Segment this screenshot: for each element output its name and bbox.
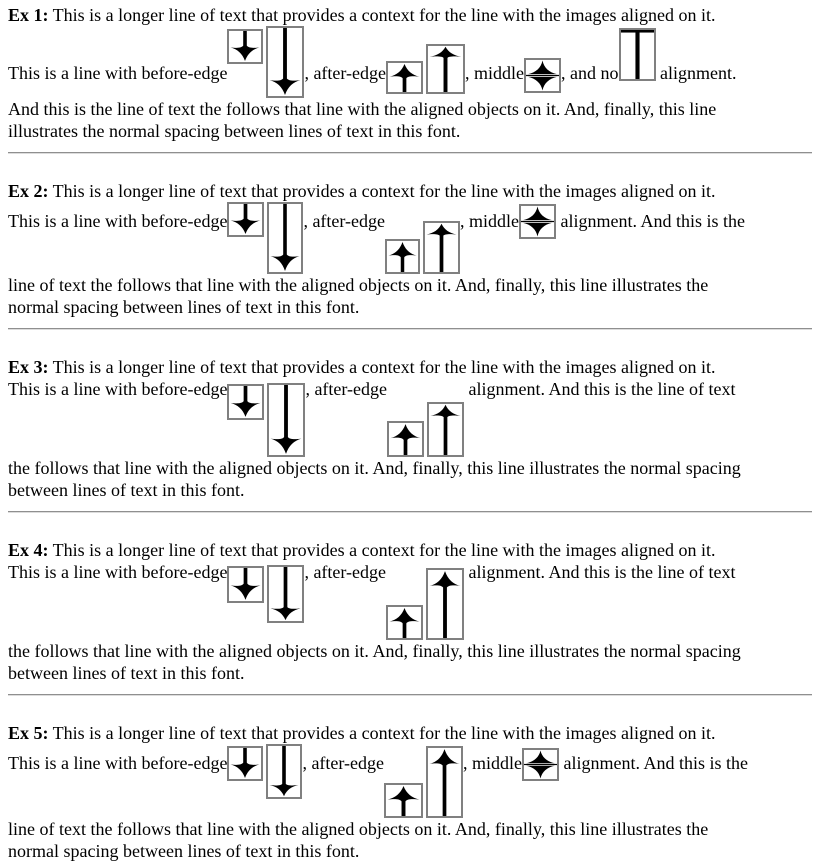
line2-before-text: This is a line with before-edge <box>8 379 228 399</box>
down-arrow-tall-image <box>266 26 304 98</box>
middle-diamond-image <box>519 204 556 239</box>
down-arrow-small-image <box>227 566 264 603</box>
context-text: This is a longer line of text that provides a context for the line with the images aligned on it. <box>48 723 716 743</box>
up-arrow-icon <box>425 223 458 272</box>
down-arrow-tall-image <box>267 565 304 623</box>
down-arrow-icon <box>229 386 262 418</box>
spacing-line: normal spacing between lines of text in this font. <box>8 841 360 861</box>
line2-middle-text: , middle <box>463 753 523 773</box>
diamond-arrows-icon <box>521 206 554 237</box>
up-arrow-small-image <box>386 61 423 94</box>
aligned-images-line <box>8 26 812 98</box>
middle-diamond-image <box>524 58 561 93</box>
example-label: Ex 1: <box>8 5 49 25</box>
up-arrow-icon <box>388 63 421 92</box>
up-arrow-tall-image <box>423 221 460 274</box>
line2-after-edge-text: , after-edge <box>305 379 388 399</box>
example-2 <box>8 180 812 318</box>
down-arrow-tall-image <box>266 744 302 799</box>
middle-diamond-image <box>522 748 559 781</box>
following-line: And this is the line of text the follows that line with the aligned objects on it. And, finally, this line <box>8 99 717 119</box>
down-arrow-tall-image <box>267 383 305 457</box>
down-arrow-icon <box>229 31 261 62</box>
spacing-line: between lines of text in this font. <box>8 663 245 683</box>
following-line: line of text the follows that line with the aligned objects on it. And, finally, this line illustrates the <box>8 819 709 839</box>
line2-after-edge-text: , after-edge <box>304 562 387 582</box>
line2-tail-text: alignment. And this is the <box>556 211 746 231</box>
aligned-images-line <box>8 378 812 457</box>
line2-middle-text: , middle <box>465 63 525 83</box>
line2-tail-text: alignment. And this is the line of text <box>464 379 736 399</box>
line2-middle-text: , middle <box>460 211 520 231</box>
line2-before-text: This is a line with before-edge <box>8 211 228 231</box>
down-arrow-small-image <box>227 384 264 420</box>
up-arrow-icon <box>428 748 461 816</box>
down-arrow-icon <box>229 204 262 235</box>
example-5 <box>8 722 812 862</box>
line2-before-text: This is a line with before-edge <box>8 753 228 773</box>
example-3 <box>8 356 812 501</box>
up-arrow-small-image <box>385 239 420 274</box>
example-label: Ex 4: <box>8 540 49 560</box>
following-line: line of text the follows that line with the aligned objects on it. And, finally, this line illustrates the <box>8 275 709 295</box>
line2-after-edge-text: , after-edge <box>303 211 386 231</box>
down-arrow-small-image <box>227 202 264 237</box>
down-arrow-icon <box>268 28 302 96</box>
example-label: Ex 2: <box>8 181 49 201</box>
example-label: Ex 5: <box>8 723 49 743</box>
up-arrow-tall-image <box>427 402 464 457</box>
line2-tail-text: alignment. And this is the <box>559 753 749 773</box>
line2-after-edge-text: , after-edge <box>304 63 387 83</box>
down-arrow-icon <box>269 204 301 272</box>
down-arrow-icon <box>269 567 302 621</box>
up-arrow-small-image <box>384 783 423 818</box>
down-arrow-icon <box>229 568 262 601</box>
line2-before-text: This is a line with before-edge <box>8 562 228 582</box>
up-arrow-icon <box>428 46 463 92</box>
down-arrow-small-image <box>227 29 263 64</box>
down-arrow-tall-image <box>267 202 303 274</box>
up-arrow-tall-image <box>426 746 463 818</box>
line2-tail-text: alignment. And this is the line of text <box>464 562 736 582</box>
context-line <box>8 4 812 26</box>
context-line <box>8 722 812 744</box>
down-arrow-small-image <box>227 746 263 781</box>
context-text: This is a longer line of text that provides a context for the line with the images aligned on it. <box>48 5 716 25</box>
up-arrow-tall-image <box>426 44 465 94</box>
down-arrow-icon <box>269 385 303 455</box>
aligned-images-line <box>8 202 812 274</box>
line2-after-edge-text: , after-edge <box>302 753 385 773</box>
context-line <box>8 539 812 561</box>
up-arrow-icon <box>386 785 421 816</box>
up-arrow-small-image <box>387 421 424 457</box>
following-line: the follows that line with the aligned objects on it. And, finally, this line illustrates the normal spacing <box>8 641 741 661</box>
up-arrow-icon <box>429 404 462 455</box>
spacing-line: illustrates the normal spacing between lines of text in this font. <box>8 121 461 141</box>
aligned-images-line <box>8 744 812 818</box>
vertical-bar-icon <box>621 30 654 79</box>
up-arrow-tall-image <box>426 568 464 640</box>
line2-before-text: This is a line with before-edge <box>8 63 228 83</box>
context-line <box>8 356 812 378</box>
example-4 <box>8 539 812 684</box>
section-divider <box>8 511 812 513</box>
context-text: This is a longer line of text that provides a context for the line with the images aligned on it. <box>48 181 716 201</box>
up-arrow-icon <box>428 570 462 638</box>
context-line <box>8 180 812 202</box>
following-line: the follows that line with the aligned objects on it. And, finally, this line illustrates the normal spacing <box>8 458 741 478</box>
line2-tail-text: alignment. <box>655 63 737 83</box>
up-arrow-small-image <box>386 605 423 640</box>
aligned-images-line <box>8 561 812 640</box>
section-divider <box>8 328 812 330</box>
section-divider <box>8 694 812 696</box>
context-text: This is a longer line of text that provides a context for the line with the images aligned on it. <box>48 540 716 560</box>
line2-and-no-text: , and no <box>561 63 619 83</box>
down-arrow-icon <box>268 746 300 797</box>
example-label: Ex 3: <box>8 357 49 377</box>
spacing-line: normal spacing between lines of text in this font. <box>8 297 360 317</box>
spacing-line: between lines of text in this font. <box>8 480 245 500</box>
diamond-arrows-icon <box>526 60 559 91</box>
down-arrow-icon <box>229 748 261 779</box>
up-arrow-icon <box>388 607 421 638</box>
up-arrow-icon <box>387 241 418 272</box>
diamond-arrows-icon <box>524 750 557 779</box>
up-arrow-icon <box>389 423 422 455</box>
example-1 <box>8 4 812 142</box>
vertical-bar-image <box>619 28 656 81</box>
section-divider <box>8 152 812 154</box>
context-text: This is a longer line of text that provides a context for the line with the images aligned on it. <box>48 357 716 377</box>
